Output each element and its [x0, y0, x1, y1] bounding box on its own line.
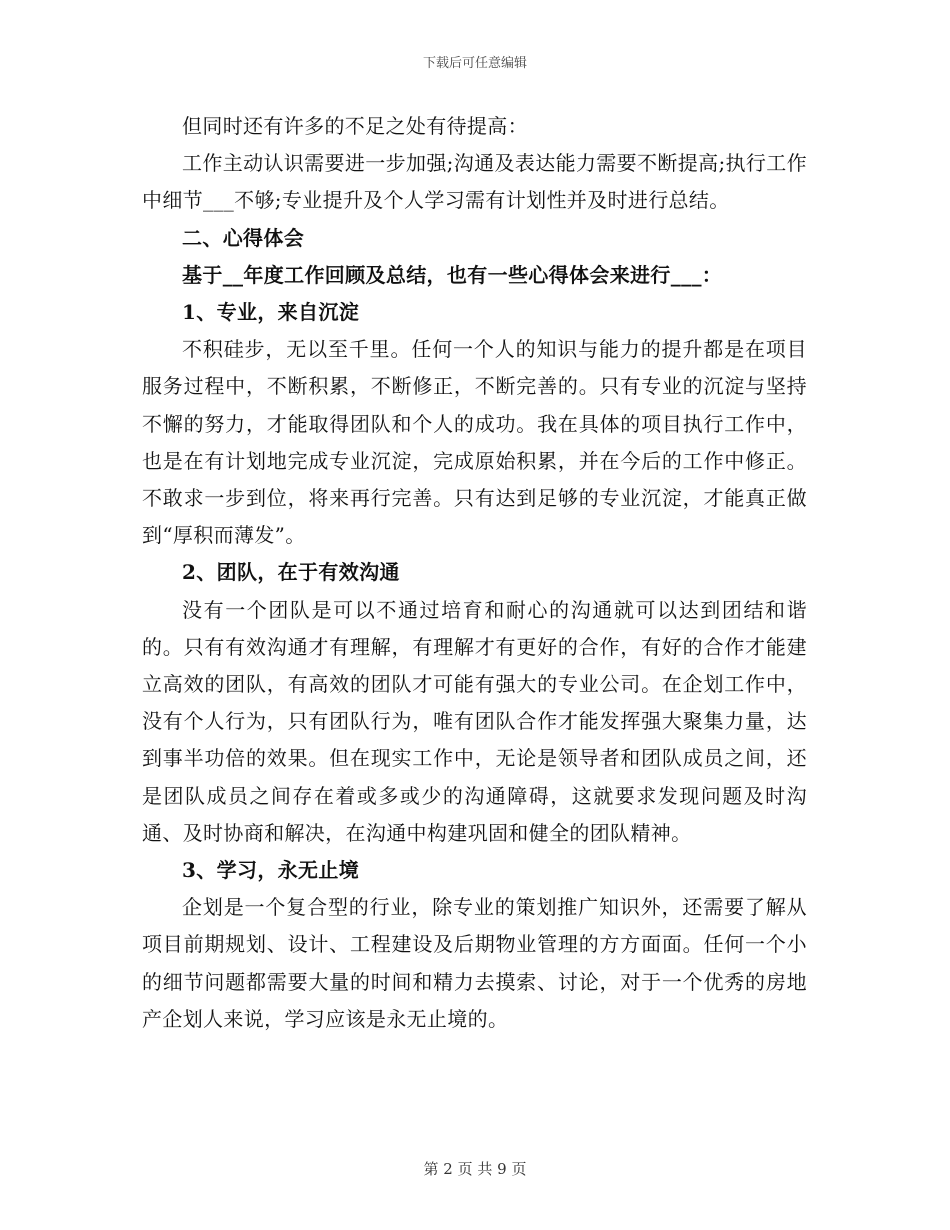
page-number: 第 2 页 共 9 页: [423, 1160, 527, 1178]
paragraph-professional: 不积硅步，无以至千里。任何一个人的知识与能力的提升都是在项目服务过程中，不断积累，不断修正，不断完善的。只有专业的沉淀与坚持不懈的努力，才能取得团队和个人的成功。我在具体的项目执行工作中，也是在有计划地完成专业沉淀，完成原始积累，并在今后的工作中修正。不敢求一步到位，将来再行完善。只有达到足够的专业沉淀，才能真正做到“厚积而薄发”。: [142, 337, 807, 548]
paragraph-shortcomings-intro: 但同时还有许多的不足之处有待提高：: [182, 114, 528, 138]
subheading-learning: 3、学习，永无止境: [182, 858, 360, 883]
subheading-professional: 1、专业，来自沉淀: [182, 300, 360, 325]
document-body: [142, 108, 807, 1038]
paragraph-learning: 企划是一个复合型的行业，除专业的策划推广知识外，还需要了解从项目前期规划、设计、工程建设及后期物业管理的方方面面。任何一个小的细节问题都需要大量的时间和精力去摸索、讨论，对于一个优秀的房地产企划人来说，学习应该是永无止境的。: [142, 895, 807, 1031]
paragraph-shortcomings-list: 工作主动认识需要进一步加强;沟通及表达能力需要不断提高;执行工作中细节___不够;专业提升及个人学习需有计划性并及时进行总结。: [142, 151, 807, 213]
section-lead: 基于__年度工作回顾及总结，也有一些心得体会来进行___：: [182, 262, 723, 287]
subheading-team: 2、团队，在于有效沟通: [182, 560, 400, 585]
section-heading-experience: 二、心得体会: [182, 225, 305, 250]
paragraph-team: 没有一个团队是可以不通过培育和耐心的沟通就可以达到团结和谐的。只有有效沟通才有理解，有理解才有更好的合作，有好的合作才能建立高效的团队，有高效的团队才可能有强大的专业公司。在企划工作中，没有个人行为，只有团队行为，唯有团队合作才能发挥强大聚集力量，达到事半功倍的效果。但在现实工作中，无论是领导者和团队成员之间，还是团队成员之间存在着或多或少的沟通障碍，这就要求发现问题及时沟通、及时协商和解决，在沟通中构建巩固和健全的团队精神。: [142, 597, 807, 845]
page-header-note: 下载后可任意编辑: [422, 56, 527, 71]
